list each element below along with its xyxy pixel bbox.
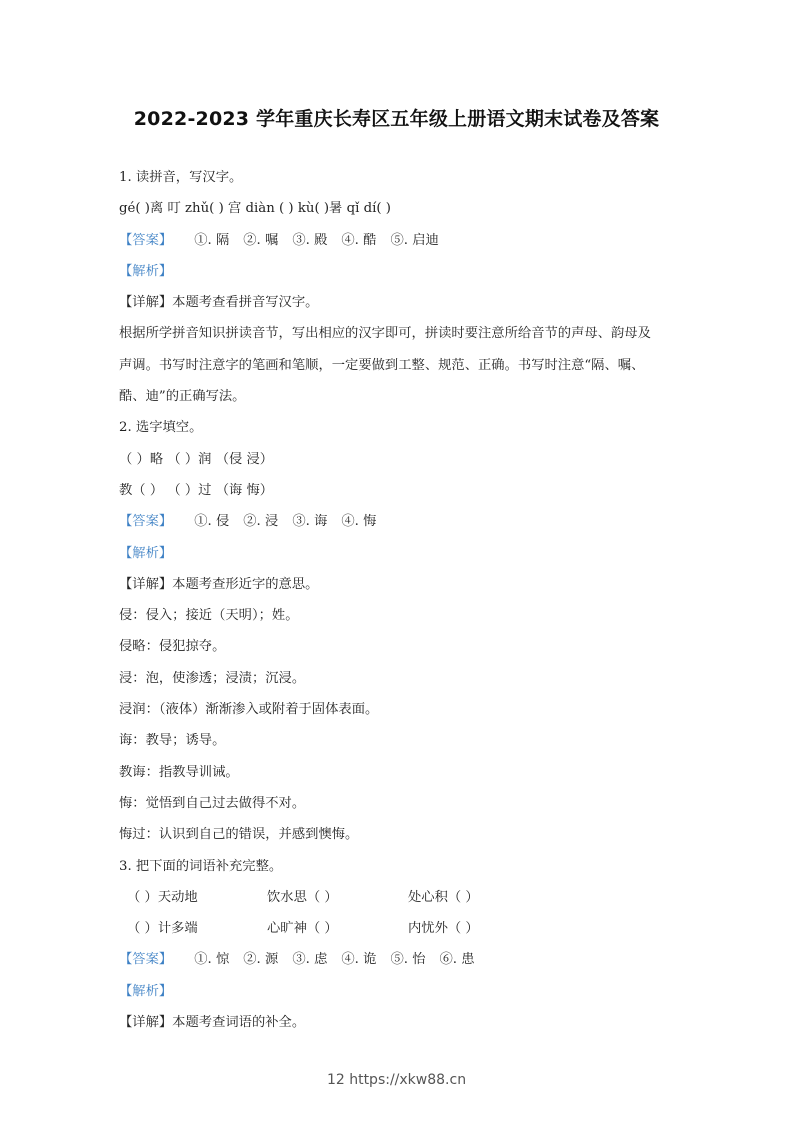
q1-answer-5: ⑤. 启迪 (390, 232, 439, 248)
q3-answers (194, 952, 488, 967)
q1-answer-3: ③. 殿 (292, 232, 328, 248)
answer-tag: 【答案】 (119, 514, 173, 530)
q2-answer-1: ①. 侵 (194, 514, 230, 530)
q3-answer-5: ⑤. 怡 (390, 952, 426, 968)
q3-answer-line (119, 944, 679, 975)
q3-heading: 3. 把下面的词语补充完整。 (119, 858, 283, 874)
q2-line-7: 悔：觉悟到自己过去做得不对。 (119, 795, 306, 811)
q2-line-6: 教诲：指教导训诫。 (119, 764, 239, 780)
q2-answer-line (119, 506, 679, 537)
q3-blank-5: 心旷神（ ） (267, 921, 338, 937)
q3-answer-1: ①. 惊 (194, 952, 230, 968)
q2-row-2: 教（ ） （ ）过 （诲 悔） (119, 482, 274, 498)
q1-explain-3: 酷、迪”的正确写法。 (119, 389, 246, 405)
q3-answer-6: ⑥. 患 (439, 952, 475, 968)
q1-explain-2: 声调。书写时注意字的笔画和笔顺，一定要做到工整、规范、正确。书写时注意“隔、嘱、 (119, 357, 645, 373)
document-body (119, 162, 679, 1038)
q1-pinyin-line: gé( )离 叮 zhǔ( ) 宫 diàn ( ) kù( )暑 qǐ dí( ) (119, 201, 391, 217)
q3-blank-3: 处心积（ ） (408, 889, 479, 905)
answer-tag: 【答案】 (119, 952, 173, 968)
q2-row-1: （ ）略 （ ）润 （侵 浸） (119, 451, 274, 467)
q1-answer-line (119, 225, 679, 256)
page-footer: 12 https://xkw88.cn (326, 1072, 467, 1088)
q1-heading: 1. 读拼音，写汉字。 (119, 170, 243, 185)
q3-analysis-tag: 【解析】 (119, 983, 173, 999)
q2-line-5: 诲：教导；诱导。 (119, 733, 226, 749)
q3-answer-2: ②. 源 (243, 952, 279, 968)
q1-answer-1: ①. 隔 (194, 232, 230, 248)
q2-line-4: 浸润：（液体）渐渐渗入或附着于固体表面。 (119, 702, 379, 718)
q2-line-1: 侵：侵入；接近（天明）；姓。 (119, 608, 299, 624)
q1-detail: 【详解】本题考查看拼音写汉字。 (119, 295, 319, 311)
q1-explain-1: 根据所学拼音知识拼读音节，写出相应的汉字即可，拼读时要注意所给音节的声母、韵母及 (119, 326, 651, 342)
q3-detail: 【详解】本题考查词语的补全。 (119, 1015, 306, 1031)
q1-answers (194, 233, 453, 248)
q2-answer-2: ②. 浸 (243, 514, 279, 530)
q3-blank-6: 内忧外（ ） (408, 921, 479, 937)
q1-answer-2: ②. 嘱 (243, 232, 279, 248)
q3-answer-4: ④. 诡 (341, 952, 377, 968)
q2-heading: 2. 选字填空。 (119, 420, 203, 436)
q2-line-2: 侵略：侵犯掠夺。 (119, 639, 226, 655)
q2-detail: 【详解】本题考查形近字的意思。 (119, 576, 319, 592)
q1-answer-4: ④. 酷 (341, 232, 377, 248)
q2-answer-3: ③. 诲 (292, 514, 328, 530)
q3-blank-2: 饮水思（ ） (267, 889, 338, 905)
q2-line-3: 浸：泡，使渗透；浸渍；沉浸。 (119, 670, 306, 686)
q2-line-8: 悔过：认识到自己的错误，并感到懊悔。 (119, 827, 359, 843)
q3-blank-4: （ ）计多端 (127, 921, 198, 937)
q2-answers (194, 514, 390, 529)
answer-tag: 【答案】 (119, 232, 173, 248)
q3-row-1 (119, 882, 679, 913)
q3-answer-3: ③. 虑 (292, 952, 328, 968)
page-title: 2022-2023 学年重庆长寿区五年级上册语文期末试卷及答案 (133, 108, 660, 130)
q2-answer-4: ④. 悔 (341, 514, 377, 530)
q2-analysis-tag: 【解析】 (119, 545, 173, 561)
q3-row-2 (119, 913, 679, 944)
q1-analysis-tag: 【解析】 (119, 263, 173, 279)
q3-blank-1: （ ）天动地 (127, 889, 198, 905)
